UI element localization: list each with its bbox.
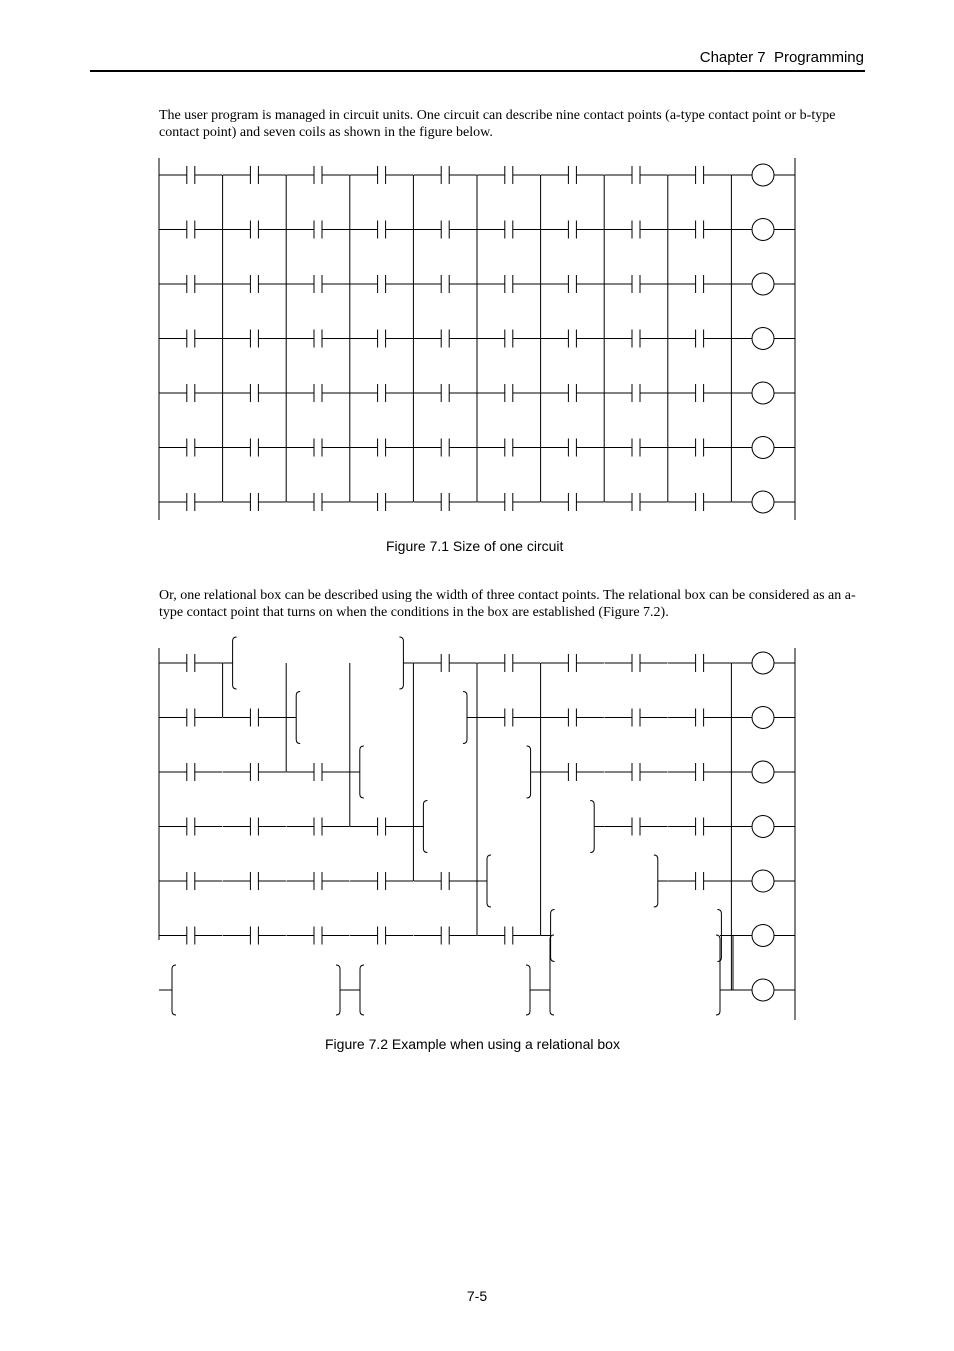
contact-point [668, 330, 731, 348]
contact-point [287, 763, 350, 781]
contact-point [605, 654, 668, 672]
coil [752, 273, 774, 295]
contact-point [541, 709, 604, 727]
contact-point [287, 493, 350, 511]
coil [752, 328, 774, 350]
contact-point [414, 872, 477, 890]
figure-7-1-caption: Figure 7.1 Size of one circuit [386, 538, 564, 554]
contact-point [668, 709, 731, 727]
contact-point [477, 384, 540, 402]
contact-point [159, 384, 222, 402]
contact-point [668, 493, 731, 511]
contact-point [605, 439, 668, 457]
contact-point [477, 493, 540, 511]
coil [752, 816, 774, 838]
contact-point [668, 275, 731, 293]
relational-box-open [487, 855, 491, 907]
contact-point [477, 439, 540, 457]
contact-point [223, 493, 286, 511]
contact-point [477, 166, 540, 184]
relational-box-close [399, 637, 403, 689]
contact-point [223, 709, 286, 727]
contact-point [287, 166, 350, 184]
ladder-diagram-with-relational-boxes [150, 630, 810, 1030]
contact-point [223, 818, 286, 836]
coil [752, 761, 774, 783]
contact-point [223, 384, 286, 402]
coil [752, 870, 774, 892]
contact-point [605, 763, 668, 781]
contact-point [477, 654, 540, 672]
contact-point [414, 927, 477, 945]
contact-point [287, 221, 350, 239]
relational-box-close [336, 965, 340, 1015]
contact-point [668, 166, 731, 184]
contact-point [605, 384, 668, 402]
contact-point [414, 221, 477, 239]
intro-paragraph: The user program is managed in circuit units. One circuit can describe nine contact points (a-type contact point or b-type contact point) and seven coils as shown in the figure below. [159, 108, 836, 140]
relational-box-close [463, 692, 467, 744]
relational-box-open [233, 637, 237, 689]
relational-box-open [423, 801, 427, 853]
contact-point [159, 927, 222, 945]
contact-point [350, 275, 413, 293]
coil [752, 164, 774, 186]
relational-box-open [360, 746, 364, 798]
contact-point [477, 275, 540, 293]
contact-point [668, 818, 731, 836]
contact-point [350, 330, 413, 348]
coil [752, 925, 774, 947]
contact-point [287, 384, 350, 402]
contact-point [159, 221, 222, 239]
contact-point [541, 221, 604, 239]
figure-7-1-ladder-grid [150, 150, 810, 530]
contact-point [350, 384, 413, 402]
contact-point [605, 330, 668, 348]
figure-7-2-relational-box [150, 630, 810, 1030]
contact-point [159, 439, 222, 457]
relational-box-close [654, 855, 658, 907]
contact-point [605, 709, 668, 727]
contact-point [414, 166, 477, 184]
contact-point [477, 709, 540, 727]
contact-point [223, 166, 286, 184]
contact-point [605, 166, 668, 184]
relational-box-close [527, 746, 531, 798]
contact-point [605, 275, 668, 293]
contact-point [477, 330, 540, 348]
contact-point [350, 493, 413, 511]
contact-point [223, 439, 286, 457]
contact-point [350, 221, 413, 239]
contact-point [159, 166, 222, 184]
relational-box-open [360, 965, 364, 1015]
contact-point [414, 493, 477, 511]
contact-point [159, 493, 222, 511]
contact-point [668, 763, 731, 781]
contact-point [541, 166, 604, 184]
contact-point [414, 330, 477, 348]
contact-point [159, 818, 222, 836]
coil [752, 382, 774, 404]
contact-point [605, 818, 668, 836]
contact-point [287, 275, 350, 293]
contact-point [668, 872, 731, 890]
ladder-diagram-full-grid [150, 150, 810, 530]
contact-point [287, 818, 350, 836]
contact-point [159, 654, 222, 672]
contact-point [414, 275, 477, 293]
contact-point [350, 927, 413, 945]
relational-box-close [590, 801, 594, 853]
coil [752, 219, 774, 241]
contact-point [159, 330, 222, 348]
page-number: 7-5 [466, 1288, 488, 1304]
contact-point [541, 654, 604, 672]
coil [752, 707, 774, 729]
contact-point [541, 330, 604, 348]
contact-point [223, 221, 286, 239]
contact-point [477, 221, 540, 239]
relational-box-close [716, 935, 720, 1015]
contact-point [223, 927, 286, 945]
contact-point [414, 654, 477, 672]
contact-point [414, 439, 477, 457]
contact-point [605, 221, 668, 239]
contact-point [159, 763, 222, 781]
contact-point [541, 493, 604, 511]
contact-point [668, 654, 731, 672]
contact-point [350, 872, 413, 890]
contact-point [668, 384, 731, 402]
contact-point [350, 166, 413, 184]
coil [752, 491, 774, 513]
contact-point [541, 384, 604, 402]
contact-point [605, 493, 668, 511]
relational-box-open [172, 965, 176, 1015]
chapter-title: Chapter 7 Programming [699, 49, 864, 66]
contact-point [287, 330, 350, 348]
contact-point [477, 927, 540, 945]
relational-box-close [526, 965, 530, 1015]
contact-point [350, 439, 413, 457]
relational-box-open [296, 692, 300, 744]
contact-point [668, 439, 731, 457]
contact-point [287, 439, 350, 457]
figure-7-2-caption: Figure 7.2 Example when using a relational box [325, 1036, 620, 1052]
contact-point [668, 221, 731, 239]
contact-point [541, 763, 604, 781]
contact-point [287, 872, 350, 890]
contact-point [159, 709, 222, 727]
contact-point [223, 872, 286, 890]
page-header [90, 48, 865, 72]
coil [752, 652, 774, 674]
relational-box-paragraph: Or, one relational box can be described using the width of three contact points. The relational box can be considered as an a-type contact point that turns on when the conditions in the box are established (Figure 7.2). [159, 588, 856, 620]
coil [752, 437, 774, 459]
contact-point [541, 439, 604, 457]
contact-point [287, 927, 350, 945]
contact-point [223, 763, 286, 781]
contact-point [159, 275, 222, 293]
contact-point [159, 872, 222, 890]
contact-point [223, 330, 286, 348]
contact-point [223, 275, 286, 293]
coil [752, 979, 774, 1001]
contact-point [414, 384, 477, 402]
contact-point [350, 818, 413, 836]
contact-point [541, 275, 604, 293]
